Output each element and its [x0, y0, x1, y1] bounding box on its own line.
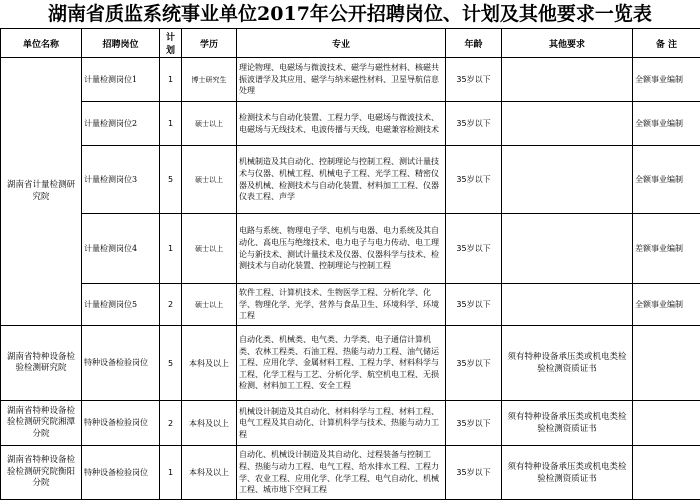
other-cell: 须有特种设备承压类或机电类检验检测资质证书 [502, 446, 633, 500]
major-cell: 自动化、机械设计制造及其自动化、过程装备与控制工程、热能与动力工程、电气工程、给水排水工程、工程力学、农业工程、应用化学、化学工程、电气自动化、机械工程、城市地下空间工程 [237, 446, 446, 500]
remark-cell: 差额事业编制 [633, 214, 700, 284]
recruitment-table [0, 28, 700, 500]
unit-cell: 湖南省计量检测研究院 [1, 58, 82, 326]
age-cell: 35岁以下 [446, 146, 502, 214]
unit-cell: 湖南省特种设备检验检测研究院衡阳分院 [1, 446, 82, 500]
other-cell [502, 102, 633, 146]
education-cell: 硕士以上 [182, 284, 237, 326]
education-cell: 硕士以上 [182, 146, 237, 214]
plan-cell: 2 [160, 401, 182, 446]
remark-cell: 全额事业编制 [633, 146, 700, 214]
table-row [1, 284, 700, 326]
position-cell: 特种设备检验岗位 [82, 401, 160, 446]
header-remark: 备 注 [633, 29, 700, 58]
plan-cell: 5 [160, 146, 182, 214]
table-row [1, 446, 700, 500]
other-cell: 须有特种设备承压类或机电类检验检测资质证书 [502, 401, 633, 446]
header-position: 招聘岗位 [82, 29, 160, 58]
plan-cell: 1 [160, 214, 182, 284]
remark-cell: 全额事业编制 [633, 284, 700, 326]
major-cell: 理论物理、电磁场与微波技术、磁学与磁性材料、核磁共振波谱学及其应用、磁学与纳米磁性材料、卫星导航信息处理 [237, 58, 446, 102]
header-age: 年龄 [446, 29, 502, 58]
header-education: 学历 [182, 29, 237, 58]
header-row [1, 29, 700, 58]
position-cell: 计量检测岗位3 [82, 146, 160, 214]
other-cell [502, 58, 633, 102]
other-cell [502, 284, 633, 326]
unit-cell: 湖南省特种设备检验检测研究院 [1, 326, 82, 401]
table-row [1, 326, 700, 401]
header-other: 其他要求 [502, 29, 633, 58]
major-cell: 机械设计制造及其自动化、材料科学与工程、材料工程、电气工程及其自动化、计算机科学与技术、热能与动力工程 [237, 401, 446, 446]
other-cell [502, 146, 633, 214]
other-cell: 须有特种设备承压类或机电类检验检测资质证书 [502, 326, 633, 401]
table-row [1, 214, 700, 284]
age-cell: 35岁以下 [446, 401, 502, 446]
table-row [1, 401, 700, 446]
education-cell: 本科及以上 [182, 326, 237, 401]
major-cell: 机械制造及其自动化、控制理论与控制工程、测试计量技术与仪器、机械工程、机械电子工程、光学工程、精密仪器及机械、检测技术与自动化装置、材料加工工程、仪器仪表工程、声学 [237, 146, 446, 214]
age-cell: 35岁以下 [446, 284, 502, 326]
remark-cell: 全额事业编制 [633, 58, 700, 102]
education-cell: 本科及以上 [182, 446, 237, 500]
header-unit: 单位名称 [1, 29, 82, 58]
age-cell: 35岁以下 [446, 58, 502, 102]
remark-cell [633, 401, 700, 446]
plan-cell: 1 [160, 58, 182, 102]
position-cell: 特种设备检验岗位 [82, 326, 160, 401]
plan-cell: 5 [160, 326, 182, 401]
header-plan: 计划 [160, 29, 182, 58]
document-title: 湖南省质监系统事业单位2017年公开招聘岗位、计划及其他要求一览表 [0, 0, 700, 28]
position-cell: 计量检测岗位4 [82, 214, 160, 284]
remark-cell [633, 446, 700, 500]
table-row [1, 58, 700, 102]
position-cell: 计量检测岗位1 [82, 58, 160, 102]
education-cell: 硕士以上 [182, 102, 237, 146]
plan-cell: 1 [160, 446, 182, 500]
remark-cell [633, 326, 700, 401]
table-row [1, 102, 700, 146]
plan-cell: 1 [160, 102, 182, 146]
unit-cell: 湖南省特种设备检验检测研究院湘潭分院 [1, 401, 82, 446]
major-cell: 自动化类、机械类、电气类、力学类、电子通信计算机类、农林工程类、石油工程、热能与动力工程、油气储运工程、应用化学、金属材料工程、工程力学、材料科学与工程、化学工程与工艺、分析化学、航空机电工程、无损检测、材料加工工程、安全工程 [237, 326, 446, 401]
major-cell: 软件工程、计算机技术、生物医学工程、分析化学、化学、物理化学、光学、营养与食品卫生、环境科学、环境工程 [237, 284, 446, 326]
table-row [1, 146, 700, 214]
remark-cell: 全额事业编制 [633, 102, 700, 146]
age-cell: 35岁以下 [446, 326, 502, 401]
position-cell: 计量检测岗位2 [82, 102, 160, 146]
position-cell: 特种设备检验岗位 [82, 446, 160, 500]
education-cell: 博士研究生 [182, 58, 237, 102]
plan-cell: 2 [160, 284, 182, 326]
education-cell: 本科及以上 [182, 401, 237, 446]
major-cell: 电路与系统、物理电子学、电机与电器、电力系统及其自动化、高电压与绝缘技术、电力电子与电力传动、电工理论与新技术、测试计量技术及仪器、仪器科学与技术、检测技术与自动化装置、控制理论与控制工程 [237, 214, 446, 284]
education-cell: 硕士以上 [182, 214, 237, 284]
age-cell: 35岁以下 [446, 102, 502, 146]
other-cell [502, 214, 633, 284]
position-cell: 计量检测岗位5 [82, 284, 160, 326]
age-cell: 35岁以下 [446, 214, 502, 284]
header-major: 专业 [237, 29, 446, 58]
age-cell: 35岁以下 [446, 446, 502, 500]
major-cell: 检测技术与自动化装置、工程力学、电磁场与微波技术、电磁场与无线技术、电波传播与天线、电磁兼容检测技术 [237, 102, 446, 146]
